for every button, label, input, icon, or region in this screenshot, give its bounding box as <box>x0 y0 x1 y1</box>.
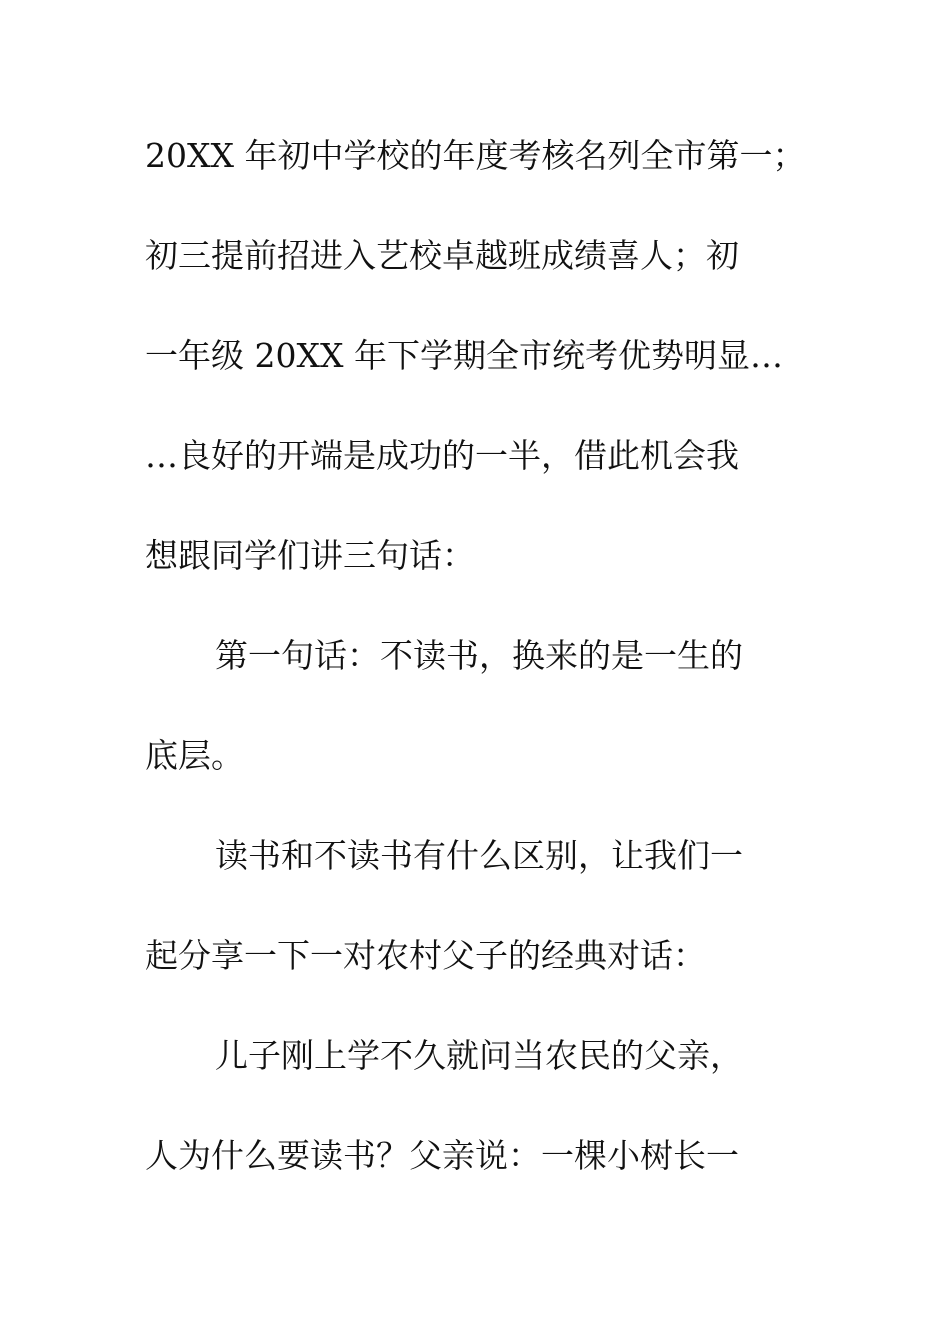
text-line: 一年级 20XX 年下学期全市统考优势明显… <box>145 336 783 375</box>
text-line: 20XX 年初中学校的年度考核名列全市第一； <box>145 136 806 175</box>
paragraph-first-line: 第一句话：不读书，换来的是一生的 <box>215 636 743 675</box>
text-line: 底层。 <box>145 736 244 775</box>
paragraph-first-line: 儿子刚上学不久就问当农民的父亲， <box>215 1036 743 1075</box>
text-line: 初三提前招进入艺校卓越班成绩喜人；初 <box>145 236 739 275</box>
text-line: 人为什么要读书？父亲说：一棵小树长一 <box>145 1136 739 1175</box>
text-line: 想跟同学们讲三句话： <box>145 536 475 575</box>
text-line: 起分享一下一对农村父子的经典对话： <box>145 936 706 975</box>
body-text <box>145 120 805 1220</box>
paragraph-first-line: 读书和不读书有什么区别，让我们一 <box>215 836 743 875</box>
text-line: …良好的开端是成功的一半，借此机会我 <box>145 436 739 475</box>
